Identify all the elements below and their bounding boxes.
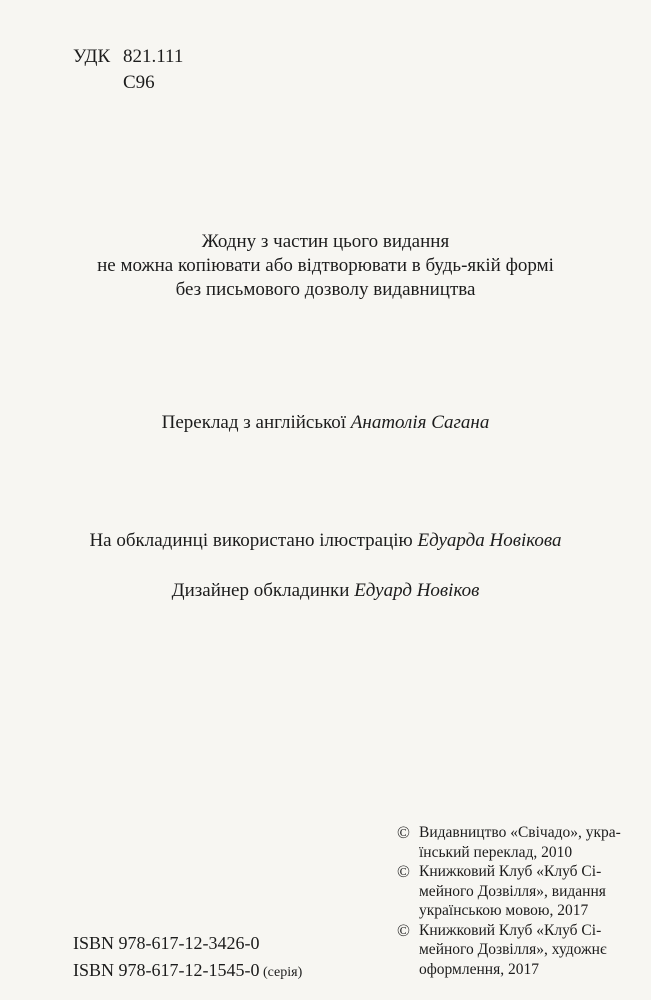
copyright-line: мейного Дозвілля», видання bbox=[419, 882, 606, 900]
cover-designer-credit bbox=[0, 579, 651, 603]
copyright-entry bbox=[397, 921, 647, 980]
copyright-icon: © bbox=[397, 862, 410, 881]
illustration-prefix: На обкладинці використано ілюстрацію bbox=[89, 530, 418, 551]
rights-notice-line: Жодну з частин цього видання bbox=[201, 231, 450, 252]
cover-illustration-credit bbox=[0, 529, 651, 553]
copyright-icon: © bbox=[397, 823, 410, 842]
translation-prefix: Переклад з англійської bbox=[161, 412, 351, 433]
copyright-line: Книжковий Клуб «Клуб Сі- bbox=[419, 921, 602, 939]
udk-code: 821.111 bbox=[123, 46, 184, 67]
isbn-line bbox=[73, 931, 302, 958]
udk-author-mark: С96 bbox=[123, 72, 155, 93]
rights-notice-line: без письмового дозволу видавництва bbox=[175, 279, 476, 300]
isbn-line bbox=[73, 958, 302, 985]
rights-notice-line: не можна копіювати або відтворювати в будь-якій формі bbox=[97, 255, 554, 276]
copyright-line: їнський переклад, 2010 bbox=[419, 843, 573, 861]
copyright-line: українською мовою, 2017 bbox=[419, 902, 589, 919]
designer-prefix: Дизайнер обкладинки bbox=[171, 580, 355, 601]
translation-credit bbox=[0, 411, 651, 435]
udk-block bbox=[73, 44, 183, 96]
illustrator-name: Едуарда Новікова bbox=[417, 530, 562, 551]
copyright-line: оформлення, 2017 bbox=[419, 960, 539, 978]
copyright-block bbox=[397, 823, 647, 979]
copyright-line: Книжковий Клуб «Клуб Сі- bbox=[419, 863, 602, 880]
copyright-entry bbox=[397, 823, 647, 862]
copyright-line: мейного Дозвілля», художнє bbox=[419, 941, 607, 958]
isbn-number: ISBN 978-617-12-1545-0 bbox=[73, 960, 260, 980]
designer-name: Едуард Новіков bbox=[354, 580, 480, 601]
udk-label: УДК bbox=[73, 46, 111, 67]
copyright-icon: © bbox=[397, 920, 410, 940]
isbn-number: ISBN 978-617-12-3426-0 bbox=[73, 933, 260, 953]
rights-notice bbox=[0, 230, 651, 302]
isbn-block bbox=[73, 931, 302, 985]
copyright-entry bbox=[397, 862, 647, 921]
translator-name: Анатолія Сагана bbox=[350, 412, 490, 433]
copyright-line: Видавництво «Свічадо», укра- bbox=[419, 824, 621, 841]
isbn-note: (серія) bbox=[259, 965, 303, 980]
